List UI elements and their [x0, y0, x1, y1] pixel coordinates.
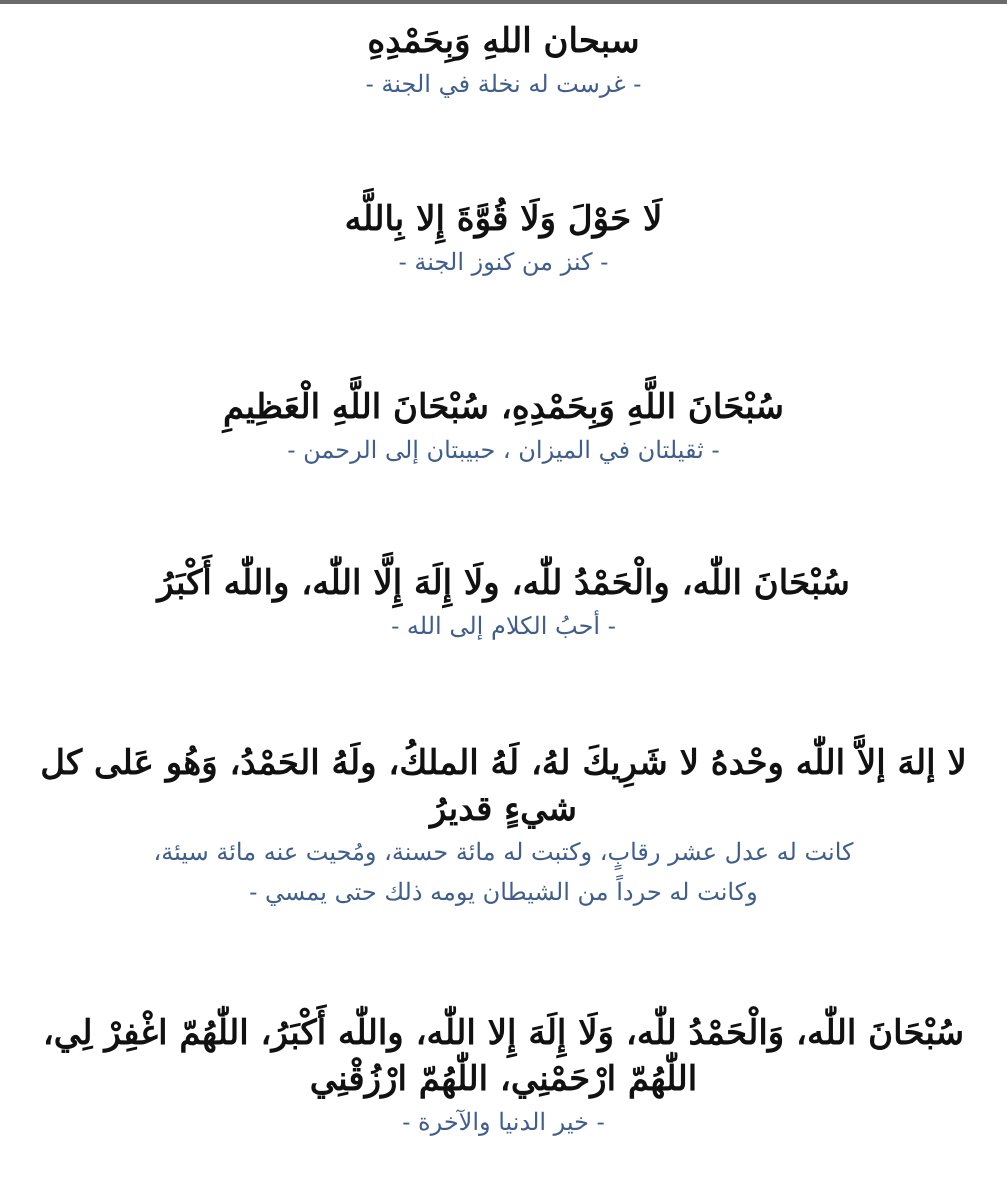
- dhikr-text: سُبْحَانَ اللّٰه، والْحَمْدُ للّٰه، ولَا إِلَهَ إِلَّا اللّٰه، واللّٰه أَكْبَرُ: [157, 563, 850, 603]
- virtue-text: - أحبُ الكلام إلى الله -: [391, 612, 616, 640]
- virtue-text: - غرست له نخلة في الجنة -: [365, 70, 642, 98]
- dhikr-entry: [20, 384, 987, 470]
- dhikr-text: سبحان اللهِ وَبِحَمْدِهِ: [367, 21, 640, 61]
- virtue-text: وكانت له حرداً من الشيطان يومه ذلك حتى يمسي -: [249, 878, 758, 906]
- dhikr-entry: [20, 196, 987, 282]
- virtue-text: كانت له عدل عشر رقابٍ، وكتبت له مائة حسنة، ومُحيت عنه مائة سيئة،: [153, 838, 854, 866]
- dhikr-entry: [20, 18, 987, 104]
- dhikr-text: لَا حَوْلَ وَلَا قُوَّةَ إِلا بِاللَّه: [344, 199, 663, 239]
- dhikr-text: سُبْحَانَ اللَّهِ وَبِحَمْدِهِ، سُبْحَانَ اللَّهِ الْعَظِيمِ: [223, 387, 784, 427]
- virtue-text: - خير الدنيا والآخرة -: [402, 1108, 605, 1136]
- dhikr-entry: [20, 560, 987, 646]
- virtue-text: - ثقيلتان في الميزان ، حبيبتان إلى الرحمن -: [287, 436, 720, 464]
- dhikr-text: لا إلهَ إلاَّ اللّٰه وحْدهُ لا شَرِيكَ لهُ، لَهُ الملكُ، ولَهُ الحَمْدُ، وَهُو عَلى كل شيءٍ قديرُ: [40, 743, 967, 829]
- virtue-text: - كنز من كنوز الجنة -: [398, 248, 609, 276]
- dhikr-text: سُبْحَانَ اللّٰه، وَالْحَمْدُ للّٰه، وَلَا إِلَهَ إِلا اللّٰه، واللّٰه أَكْبَرُ، اللّٰهُمّ اغْفِرْ لِي، اللّٰهُمّ ارْحَمْنِي، اللّٰهُمّ ارْزُقْنِي: [42, 1013, 965, 1099]
- dhikr-entry: [20, 740, 987, 912]
- dhikr-entry: [20, 1010, 987, 1142]
